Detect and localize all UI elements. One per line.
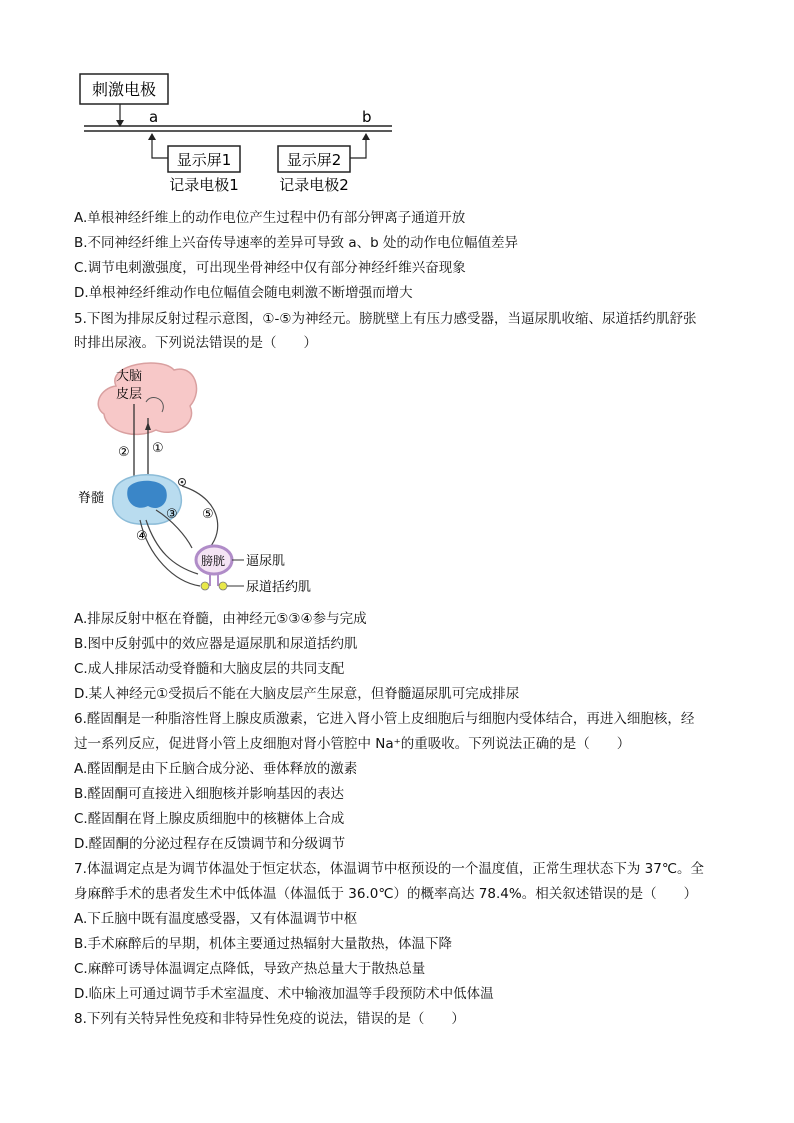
screen-1-label: 显示屏1	[176, 151, 232, 169]
q7-option-b: B.手术麻醉后的早期，机体主要通过热辐射大量散热，体温下降	[74, 936, 453, 952]
neuron-4-label: ④	[136, 529, 148, 544]
sphincter-left	[201, 582, 209, 590]
neuron-5-label: ⑤	[202, 507, 214, 522]
q7-option-d: D.临床上可通过调节手术室温度、术中输液加温等手段预防术中低体温	[74, 986, 494, 1002]
q6-option-c: C.醛固酮在肾上腺皮质细胞中的核糖体上合成	[74, 811, 345, 827]
q7-option-c: C.麻醉可诱导体温调定点降低，导致产热总量大于散热总量	[74, 961, 426, 977]
detrusor-label: 逼尿肌	[246, 554, 286, 569]
q5-stem-line1: 5.下图为排尿反射过程示意图，①-⑤为神经元。膀胱壁上有压力感受器，当逼尿肌收缩、尿道括约肌舒张	[74, 311, 697, 327]
electrode-2-label: 记录电极2	[279, 176, 349, 194]
cortex-label-2: 皮层	[116, 387, 143, 402]
cortex-label-1: 大脑	[116, 369, 143, 384]
q4-option-c: C.调节电刺激强度，可出现坐骨神经中仅有部分神经纤维兴奋现象	[74, 260, 466, 276]
sphincter-right	[219, 582, 227, 590]
sphincter-label: 尿道括约肌	[246, 580, 312, 595]
q7-stem-line2: 身麻醉手术的患者发生术中低体温（体温低于 36.0℃）的概率高达 78.4%。相关叙述错误的是（ ）	[74, 886, 698, 902]
q4-option-a: A.单根神经纤维上的动作电位产生过程中仍有部分钾离子通道开放	[74, 210, 466, 226]
point-b-label: b	[362, 108, 372, 126]
spinal-cord-label: 脊髓	[78, 491, 105, 506]
q4-option-b: B.不同神经纤维上兴奋传导速率的差异可导致 a、b 处的动作电位幅值差异	[74, 235, 518, 251]
q7-option-a: A.下丘脑中既有温度感受器，又有体温调节中枢	[74, 911, 358, 927]
q4-option-d: D.单根神经纤维动作电位幅值会随电刺激不断增强而增大	[74, 285, 413, 301]
stimulus-electrode-label: 刺激电极	[91, 80, 157, 99]
micturition-reflex-diagram	[76, 360, 326, 600]
q6-option-a: A.醛固酮是由下丘脑合成分泌、垂体释放的激素	[74, 761, 358, 777]
q6-stem-line2: 过一系列反应，促进肾小管上皮细胞对肾小管腔中 Na⁺的重吸收。下列说法正确的是（ ）	[74, 736, 631, 752]
q6-option-b: B.醛固酮可直接进入细胞核并影响基因的表达	[74, 786, 345, 802]
neuron-1-label: ①	[152, 441, 164, 456]
q8-stem-line1: 8.下列有关特异性免疫和非特异性免疫的说法，错误的是（ ）	[74, 1011, 465, 1027]
q5-option-b: B.图中反射弧中的效应器是逼尿肌和尿道括约肌	[74, 636, 358, 652]
neuron-2-label: ②	[118, 445, 130, 460]
neuron-3-label: ③	[166, 507, 178, 522]
q6-stem-line1: 6.醛固酮是一种脂溶性肾上腺皮质激素，它进入肾小管上皮细胞后与细胞内受体结合，再进入细胞核，经	[74, 711, 695, 727]
electrode-diagram	[76, 70, 406, 200]
q5-option-c: C.成人排尿活动受脊髓和大脑皮层的共同支配	[74, 661, 345, 677]
q5-option-a: A.排尿反射中枢在脊髓，由神经元⑤③④参与完成	[74, 611, 367, 627]
q5-stem-line2: 时排出尿液。下列说法错误的是（ ）	[74, 335, 317, 351]
bladder-label: 膀胱	[201, 554, 226, 568]
q6-option-d: D.醛固酮的分泌过程存在反馈调节和分级调节	[74, 836, 346, 852]
electrode-1-label: 记录电极1	[169, 176, 239, 194]
q7-stem-line1: 7.体温调定点是为调节体温处于恒定状态，体温调节中枢预设的一个温度值，正常生理状态下为 37℃。全	[74, 861, 705, 877]
point-a-label: a	[149, 108, 159, 126]
q5-option-d: D.某人神经元①受损后不能在大脑皮层产生尿意，但脊髓逼尿肌可完成排尿	[74, 686, 520, 702]
screen-2-label: 显示屏2	[286, 151, 342, 169]
